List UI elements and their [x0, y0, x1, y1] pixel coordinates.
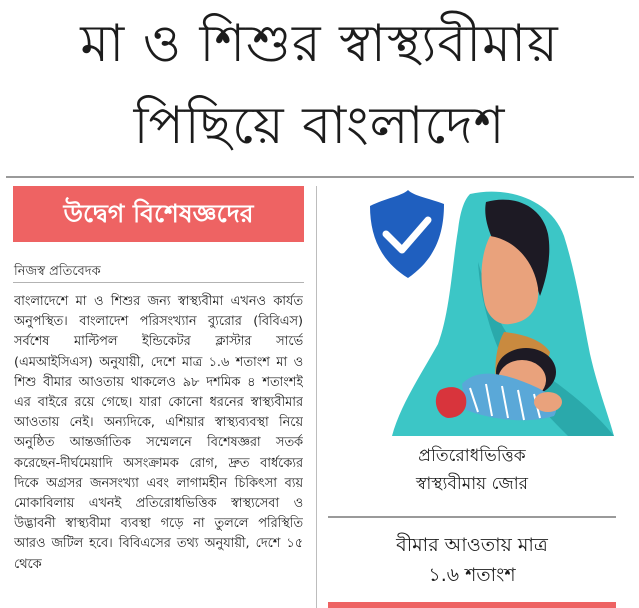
bottom-accent-bar [328, 602, 616, 608]
headline-line-1: মা ও শিশুর স্বাস্থ্যবীমায় [80, 14, 559, 74]
subhead-line-1: বীমার আওতায় মাত্র [396, 534, 548, 556]
headline-line-2: পিছিয়ে বাংলাদেশ [133, 96, 506, 156]
subhead-line-2: ১.৬ শতাংশ [428, 564, 516, 586]
photo-caption [328, 442, 616, 498]
shield-check-icon [370, 190, 444, 278]
subhead [328, 530, 616, 590]
mother-child-illustration [328, 184, 616, 436]
byline: নিজস্ব প্রতিবেদক [14, 264, 101, 279]
byline-divider [13, 282, 304, 283]
subhead-divider [328, 516, 616, 518]
photo-caption-line-1: প্রতিরোধভিত্তিক [418, 446, 526, 466]
article-body: বাংলাদেশে মা ও শিশুর জন্য স্বাস্থ্যবীমা এখনও কার্যত অনুপস্থিত। বাংলাদেশ পরিসংখ্যান ব্যুরোর (বিবিএস) সর্বশেষ মাল্টিপল ইন্ডিকেটর ক্লাস্টার সার্ভে (এমআইসিএস) অনুযায়ী, দেশে মাত্র ১.৬ শতাংশ মা ও শিশু বীমার আওতায় থাকলেও ৯৮ দশমিক ৪ শতাংশই এর বাইরে রয়ে গেছে। যারা কোনো ধরনের স্বাস্থ্যবীমার আওতায় নেই। অন্যদিকে, এশিয়ার স্বাস্থ্যব্যবস্থা নিয়ে অনুষ্ঠিত আন্তর্জাতিক সম্মেলনে বিশেষজ্ঞরা সতর্ক করেছেন-দীর্ঘমেয়াদি অসংক্রামক রোগ, দ্রুত বার্ধক্যের দিকে অগ্রসর জনসংখ্যা এবং লাগামহীন চিকিৎসা ব্যয় মোকাবিলায় এখনই প্রতিরোধভিত্তিক স্বাস্থ্যসেবা ও উদ্ভাবনী স্বাস্থ্যবীমা ব্যবস্থা গড়ে না তুললে পরিস্থিতি আরও জটিল হবে। বিবিএসের তথ্য অনুযায়ী, দেশে ১৫ থেকে [14, 294, 303, 572]
photo-caption-line-2: স্বাস্থ্যবীমায় জোর [416, 474, 528, 494]
kicker-banner: উদ্বেগ বিশেষজ্ঞদের [13, 186, 304, 242]
column-divider [316, 186, 317, 608]
article-illustration [328, 184, 616, 436]
headline-divider [6, 176, 634, 178]
